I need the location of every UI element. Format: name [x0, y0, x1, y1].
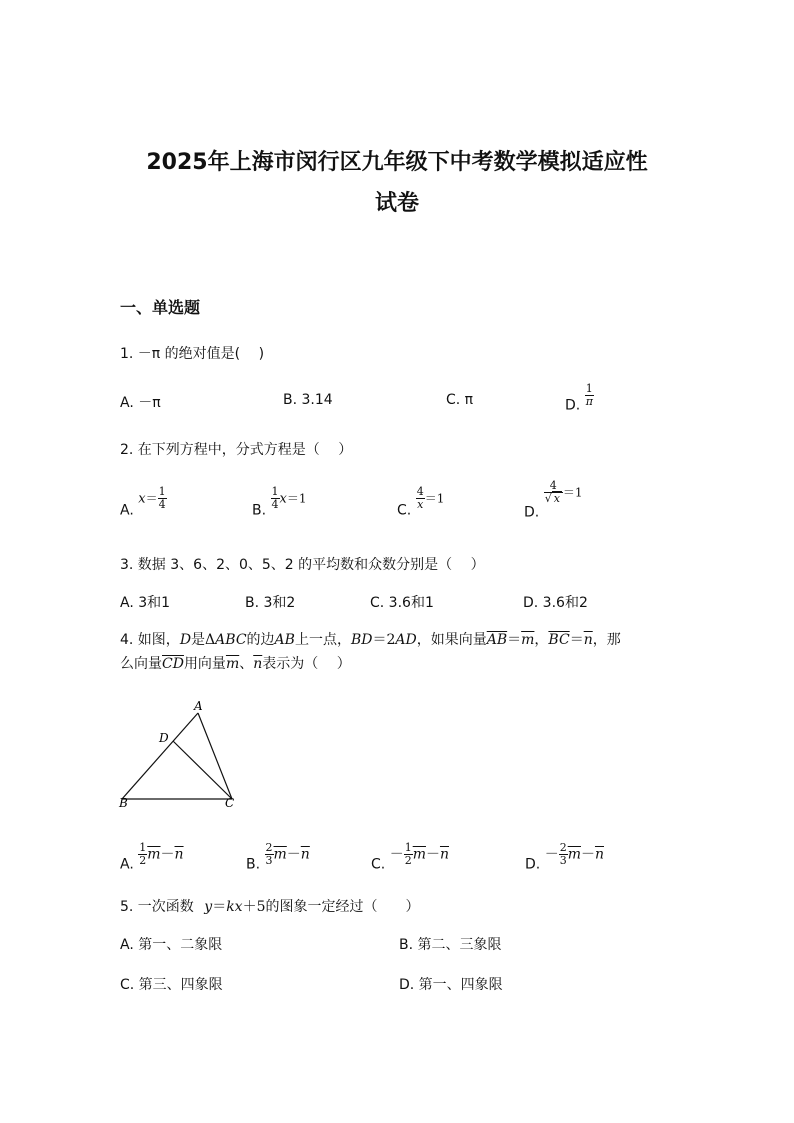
q1-option-b: B. 3.14: [283, 392, 333, 408]
question-1-stem: 1. －π 的绝对值是( ): [120, 346, 265, 362]
label-b: B: [119, 796, 128, 810]
q2-option-c: C. $\frac{4}{x}$ ＝1: [397, 485, 445, 519]
question-5-stem: 5. 一次函数 y＝kx＋5的图象一定经过（ ）: [120, 899, 420, 915]
q5-option-c: C. 第三、四象限: [120, 977, 223, 993]
q5-option-b: B. 第二、三象限: [399, 937, 502, 953]
q5-option-a: A. 第一、二象限: [120, 937, 223, 953]
question-4-stem-line-2: 么向量$\overline{CD}$用向量$\overline{m}$、$\overline{n}$表示为（ ）: [120, 656, 351, 672]
segment-cd: [173, 741, 232, 799]
question-3-stem: 3. 数据 3、6、2、0、5、2 的平均数和众数分别是（ ）: [120, 557, 485, 573]
doc-title-line-1: 2025年上海市闵行区九年级下中考数学模拟适应性: [146, 150, 648, 175]
side-ac: [198, 713, 232, 799]
q2-option-a: A. x＝ $\frac{1}{4}$: [120, 485, 166, 519]
q4-option-c: C. － $\frac{1}{2}$ $\overline{m}-\overline{n}$: [371, 841, 449, 873]
section-heading: 一、单选题: [120, 298, 201, 317]
question-2-stem: 2. 在下列方程中，分式方程是（ ）: [120, 442, 353, 458]
doc-title-line-2: 试卷: [374, 191, 419, 216]
q3-option-d: D. 3.6和2: [523, 595, 588, 611]
triangle-figure: [112, 695, 242, 810]
q1-option-a: A. －π: [120, 395, 161, 411]
q3-option-c: C. 3.6和1: [370, 595, 434, 611]
q1-option-d-prefix: D.: [565, 397, 581, 414]
q4-option-d: D. － $\frac{2}{3}$ $\overline{m}-\overline{n}$: [525, 841, 604, 873]
question-4-stem-line-1: 4. 如图，D是ΔABC的边AB上一点，BD＝2AD，如果向量$\overline{AB}=\overline{m}$，$\overline{BC}=\overline{n}$，那: [120, 632, 621, 648]
q4-option-b: B. $\frac{2}{3}$ $\overline{m}-\overline{n}$: [246, 841, 310, 873]
label-a: A: [194, 699, 203, 713]
q3-option-a: A. 3和1: [120, 595, 171, 611]
q3-option-b: B. 3和2: [245, 595, 296, 611]
q5-option-d: D. 第一、四象限: [399, 977, 503, 993]
label-c: C: [225, 796, 235, 810]
side-ab: [122, 713, 198, 799]
q4-option-a: A. $\frac{1}{2}$ $\overline{m}-\overline{n}$: [120, 841, 184, 873]
q2-option-d: D. $\frac{4}{√ x}$ ＝1: [524, 479, 583, 521]
q1-option-c: C. π: [446, 392, 474, 408]
label-d: D: [159, 731, 169, 745]
q1-option-d: [565, 383, 594, 414]
q2-option-b: B. $\frac{1}{4}$ x＝1: [252, 485, 307, 519]
q1-fraction: $\frac{1}{\pi}$: [585, 382, 593, 408]
